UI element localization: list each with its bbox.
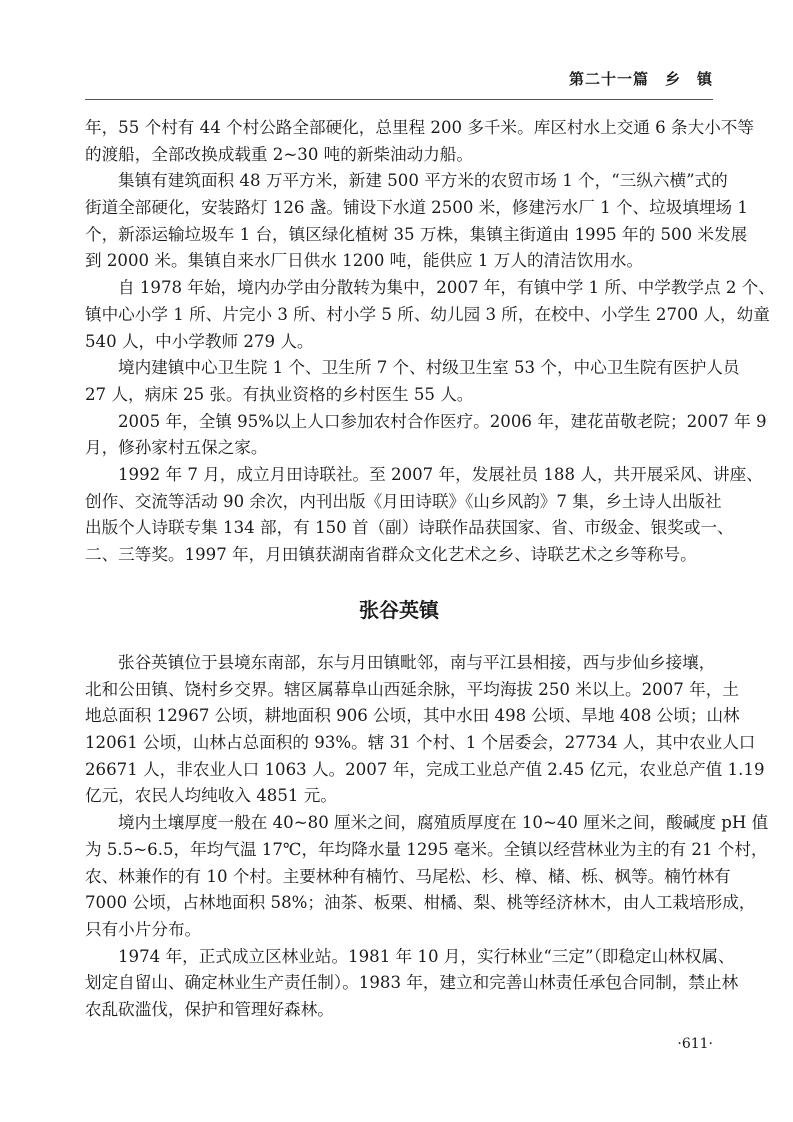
text-line: 镇中心小学 1 所、片完小 3 所、村小学 5 所、幼儿园 3 所，在校中、小学生 2700 人，幼童: [85, 304, 770, 324]
paragraph: [85, 168, 748, 275]
text-line: 26671 人，非农业人口 1063 人。2007 年，完成工业总产值 2.45 亿元，农业总产值 1.19: [85, 759, 765, 779]
text-line: 2005 年，全镇 95%以上人口参加农村合作医疗。2006 年，建花苗敬老院；2007 年 9: [118, 411, 767, 431]
text-line: 1974 年，正式成立区林业站。1981 年 10 月，实行林业“三定”（即稳定山林权属、: [118, 946, 735, 966]
text-line: 7000 公顷，占林地面积 58%；油茶、板栗、柑橘、梨、桃等经济林木，由人工栽培形成，: [85, 893, 756, 913]
text-line: 二、三等奖。1997 年，月田镇获湖南省群众文化艺术之乡、诗联艺术之乡等称号。: [85, 545, 697, 564]
text-line: 的渡船，全部改换成载重 2~30 吨的新柴油动力船。: [85, 144, 473, 164]
text-line: 创作、交流等活动 90 余次，内刊出版《月田诗联》《山乡风韵》7 集，乡土诗人出版社: [85, 491, 722, 511]
section-yuetian-continued: [85, 115, 775, 569]
paragraph: [85, 355, 740, 408]
paragraph: [85, 275, 775, 355]
section-zhangguying: [85, 650, 769, 1024]
text-line: 农乱砍滥伐，保护和管理好森林。: [85, 999, 334, 1019]
text-line: 自 1978 年始，境内办学由分散转为集中，2007 年，有镇中学 1 所、中学教学点 2 个、: [118, 278, 775, 298]
text-line: 亿元，农民人均纯收入 4851 元。: [85, 786, 337, 806]
running-header: 第二十一篇 乡 镇: [568, 70, 713, 88]
text-line: 月，修孙家村五保之家。: [85, 438, 268, 458]
text-line: 只有小片分布。: [85, 919, 202, 939]
text-line: 12061 公顷，山林占总面积的 93%。辖 31 个村、1 个居委会，27734 人，其中农业人口: [85, 733, 756, 753]
text-line: 集镇有建筑面积 48 万平方米，新建 500 平方米的农贸市场 1 个，“三纵六横”式的: [118, 171, 728, 191]
text-line: 540 人，中小学教师 279 人。: [85, 331, 314, 351]
text-line: 个，新添运输垃圾车 1 台，镇区绿化植树 35 万株，集镇主街道由 1995 年的 500 米发展: [85, 224, 748, 244]
text-line: 1992 年 7 月，成立月田诗联社。至 2007 年，发展社员 188 人，共开展采风、讲座、: [118, 464, 763, 484]
text-line: 出版个人诗联专集 134 部，有 150 首（副）诗联作品获国家、省、市级金、银奖或一、: [85, 518, 734, 538]
text-line: 地总面积 12967 公顷，耕地面积 906 公顷，其中水田 498 公顷、旱地 408 公顷；山林: [85, 706, 740, 726]
text-line: 为 5.5~6.5，年均气温 17℃，年均降水量 1295 毫米。全镇以经营林业为主的有 21 个村，: [85, 839, 768, 859]
text-line: 划定自留山、确定林业生产责任制）。1983 年，建立和完善山林责任承包合同制，禁止林: [85, 973, 739, 993]
text-line: 境内建镇中心卫生院 1 个、卫生所 7 个、村级卫生室 53 个，中心卫生院有医护人员: [118, 358, 740, 378]
text-line: 境内土壤厚度一般在 40~80 厘米之间，腐殖质厚度在 10~40 厘米之间，酸碱度 pH 值: [118, 813, 769, 833]
text-line: 27 人，病床 25 张。有执业资格的乡村医生 55 人。: [85, 384, 474, 404]
paragraph: [85, 650, 765, 810]
paragraph: [85, 409, 767, 462]
paragraph: [85, 115, 754, 168]
section-title: 张谷英镇: [359, 598, 439, 622]
text-line: 年，55 个村有 44 个村公路全部硬化，总里程 200 多千米。库区村水上交通 6 条大小不等: [85, 118, 754, 137]
paragraph: [85, 462, 763, 569]
page-number: ·611·: [677, 1036, 713, 1052]
text-line: 农、林兼作的有 10 个村。主要林种有楠竹、马尾松、杉、樟、槠、栎、枫等。楠竹林有: [85, 866, 731, 886]
text-line: 街道全部硬化，安装路灯 126 盏。铺设下水道 2500 米，修建污水厂 1 个、垃圾填埋场 1: [85, 198, 748, 218]
text-line: 北和公田镇、饶村乡交界。辖区属幕阜山西延余脉，平均海拔 250 米以上。2007 年，土: [85, 679, 739, 699]
text-line: 到 2000 米。集镇自来水厂日供水 1200 吨，能供应 1 万人的清洁饮用水。: [85, 251, 644, 271]
header-rule: [85, 99, 713, 100]
paragraph: [85, 810, 769, 943]
text-line: 张谷英镇位于县境东南部，东与月田镇毗邻，南与平江县相接，西与步仙乡接壤，: [118, 653, 716, 672]
paragraph: [85, 944, 739, 1024]
